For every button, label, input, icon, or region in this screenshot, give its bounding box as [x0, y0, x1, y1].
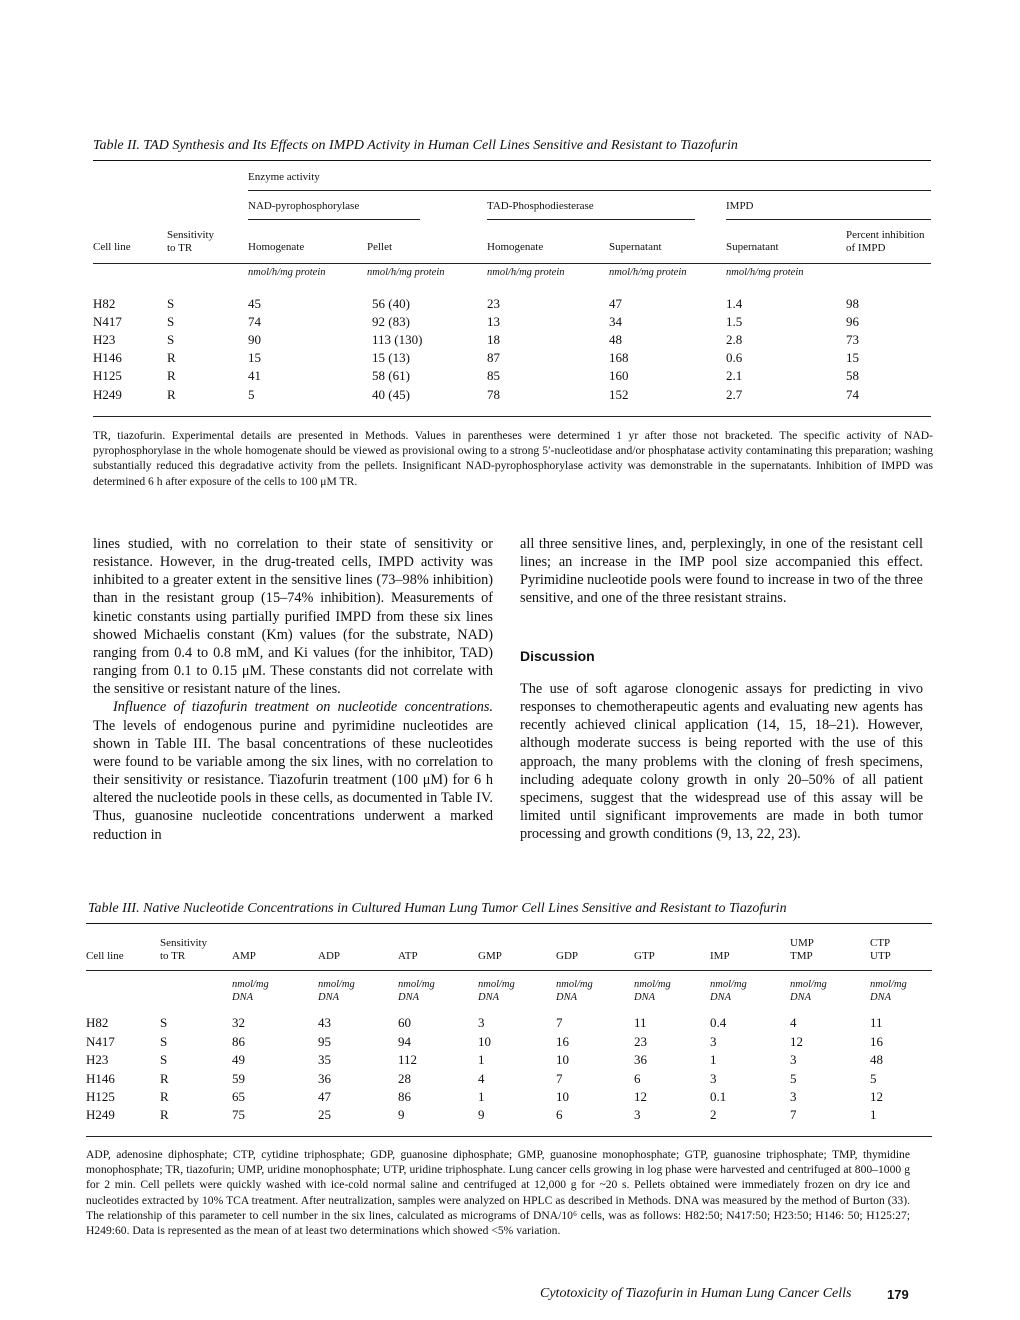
table3-row-label: N417 — [86, 1034, 115, 1049]
table3-cell: 3 — [710, 1034, 717, 1049]
table2-cell: 5 — [248, 387, 255, 402]
table2-column-header: Pellet — [367, 241, 393, 253]
body-right-column — [520, 535, 923, 608]
table3-cell: 75 — [232, 1107, 245, 1122]
table3-column-header: ATP — [398, 950, 418, 962]
table2-cell: 41 — [248, 368, 261, 383]
table2-cell: S — [167, 332, 175, 347]
table3-cell: 59 — [232, 1071, 245, 1086]
table2-cell: 0.6 — [726, 350, 743, 365]
table3-cell: 12 — [634, 1089, 647, 1104]
divider — [93, 160, 931, 161]
table3-cell: 11 — [634, 1015, 647, 1030]
table2-cell: 56 (40) — [372, 296, 410, 311]
table2-row-label: H146 — [93, 350, 122, 365]
table2-cell: 34 — [609, 314, 622, 329]
table3-cell: 10 — [556, 1089, 569, 1104]
table2-cell: 74 — [846, 387, 859, 402]
table3-row-label: H249 — [86, 1107, 115, 1122]
divider — [93, 416, 931, 417]
table2-unit: nmol/h/mg protein — [248, 267, 326, 278]
table2-cell: 78 — [487, 387, 500, 402]
table3-unit: nmol/mg DNA — [478, 979, 515, 1003]
table3-cell: R — [160, 1089, 169, 1104]
table3-unit: nmol/mg DNA — [232, 979, 269, 1003]
table2-cell: 85 — [487, 368, 500, 383]
table3-cell: 1 — [710, 1052, 717, 1067]
table2-cell: 113 (130) — [372, 332, 423, 347]
table2-unit: nmol/h/mg protein — [726, 267, 804, 278]
table3-cell: 3 — [790, 1089, 797, 1104]
table3-cell: 5 — [870, 1071, 877, 1086]
table2-cell: 58 (61) — [372, 368, 410, 383]
table3-cell: 7 — [790, 1107, 797, 1122]
table3-cell: 12 — [790, 1034, 803, 1049]
table2-cell: 18 — [487, 332, 500, 347]
table3-cell: 49 — [232, 1052, 245, 1067]
table2-cell: 2.7 — [726, 387, 743, 402]
table2-row-label: H82 — [93, 296, 116, 311]
table3-cell: 7 — [556, 1071, 563, 1086]
table2-cell: S — [167, 296, 175, 311]
divider — [487, 219, 695, 220]
table3-cell: 1 — [478, 1052, 485, 1067]
table2-cell: 74 — [248, 314, 261, 329]
table2-cell: 47 — [609, 296, 622, 311]
table3-cell: 86 — [232, 1034, 245, 1049]
table2-cell: 15 — [846, 350, 859, 365]
table3-unit: nmol/mg DNA — [634, 979, 671, 1003]
table2-column-header: Supernatant — [726, 241, 779, 253]
table3-cell: R — [160, 1071, 169, 1086]
table3-cell: 9 — [398, 1107, 405, 1122]
table2-cell: 90 — [248, 332, 261, 347]
table3-cell: 2 — [710, 1107, 717, 1122]
table3-column-header: GTP — [634, 950, 655, 962]
table2-cell: 13 — [487, 314, 500, 329]
divider — [248, 219, 420, 220]
table3-cell: 60 — [398, 1015, 411, 1030]
table3-cell: 95 — [318, 1034, 331, 1049]
table3-row-label: H82 — [86, 1015, 109, 1030]
table2-cell: 96 — [846, 314, 859, 329]
table3-unit: nmol/mg DNA — [398, 979, 435, 1003]
table3-cell: 36 — [634, 1052, 647, 1067]
table2-cell: S — [167, 314, 175, 329]
table3-caption: Table III. Native Nucleotide Concentrations in Cultured Human Lung Tumor Cell Lines Sensitive and Resistant to Tiazofurin — [88, 901, 787, 916]
paragraph: The use of soft agarose clonogenic assays for predicting in vivo responses to chemotherapeutic agents and evaluating new agents has recently achieved clinical application (14, 15, 18–21). However, although moderate success is being reported with the use of this approach, the many problems with the cloning of fresh specimens, including adequate colony growth in only 20–50% of all patient specimens, suggest that the widespread use of this assay will be limited until significant improvements are made in both tumor processing and growth conditions (9, 13, 22, 23). — [520, 681, 923, 843]
table3-column-header: Cell line — [86, 950, 124, 962]
table3-cell: 28 — [398, 1071, 411, 1086]
divider — [93, 263, 931, 264]
table2-cell: 15 — [248, 350, 261, 365]
table2-cell: 2.1 — [726, 368, 743, 383]
table2-cell: R — [167, 368, 176, 383]
table3-column-header: CTP UTP — [870, 937, 891, 962]
table3-cell: 3 — [478, 1015, 485, 1030]
table3-cell: 1 — [478, 1089, 485, 1104]
table2-cell: 58 — [846, 368, 859, 383]
table3-column-header: IMP — [710, 950, 730, 962]
table3-cell: 3 — [710, 1071, 717, 1086]
table2-cell: 23 — [487, 296, 500, 311]
table2-row-label: N417 — [93, 314, 122, 329]
table2-row-label: H249 — [93, 387, 122, 402]
table3-column-header: Sensitivity to TR — [160, 937, 208, 962]
table3-unit: nmol/mg DNA — [710, 979, 747, 1003]
table3-column-header: ADP — [318, 950, 341, 962]
page-number: 179 — [887, 1287, 909, 1302]
table3-cell: 35 — [318, 1052, 331, 1067]
table2-cell: 1.5 — [726, 314, 743, 329]
table3-cell: 4 — [478, 1071, 485, 1086]
table3-cell: 47 — [318, 1089, 331, 1104]
table3-cell: 6 — [634, 1071, 641, 1086]
table2-cell: R — [167, 350, 176, 365]
table3-row-label: H23 — [86, 1052, 109, 1067]
table2-cell: 168 — [609, 350, 629, 365]
table3-cell: 25 — [318, 1107, 331, 1122]
table3-cell: R — [160, 1107, 169, 1122]
table2-unit: nmol/h/mg protein — [367, 267, 445, 278]
paragraph: all three sensitive lines, and, perplexingly, in one of the resistant cell lines; an increase in the IMP pool size accompanied this effect. Pyrimidine nucleotide pools were found to increase in two of the three sensitive, and one of the three resistant strains. — [520, 536, 923, 607]
table2-column-header: Percent inhibition of IMPD — [846, 229, 925, 254]
paragraph — [93, 698, 493, 843]
paragraph-text: The levels of endogenous purine and pyrimidine nucleotides are shown in Table III. The basal concentrations of these nucleotides were found to be variable among the six lines, with no correlation to their sensitivity or resistance. Tiazofurin treatment (100 μM) for 6 h altered the nucleotide pools in these cells, as documented in Table IV. Thus, guanosine nucleotide concentrations underwent a marked reduction in — [93, 717, 493, 843]
table3-cell: 10 — [478, 1034, 491, 1049]
body-left-column — [93, 535, 493, 844]
table3-unit: nmol/mg DNA — [870, 979, 907, 1003]
table3-cell: S — [160, 1034, 168, 1049]
divider — [86, 923, 932, 924]
divider — [86, 1136, 932, 1137]
table2-caption: Table II. TAD Synthesis and Its Effects on IMPD Activity in Human Cell Lines Sensitive and Resistant to Tiazofurin — [93, 138, 738, 153]
table2-group-header: Enzyme activity — [248, 171, 320, 183]
table3-cell: 65 — [232, 1089, 245, 1104]
table2-column-header: Homogenate — [248, 241, 305, 253]
body-right-column-2 — [520, 680, 923, 843]
table3-cell: S — [160, 1015, 168, 1030]
table3-cell: 10 — [556, 1052, 569, 1067]
table2-cell: 160 — [609, 368, 629, 383]
table2-cell: 45 — [248, 296, 261, 311]
table3-cell: 6 — [556, 1107, 563, 1122]
table2-cell: 15 (13) — [372, 350, 410, 365]
table3-cell: 3 — [634, 1107, 641, 1122]
subsection-title: Influence of tiazofurin treatment on nucleotide concentrations. — [113, 699, 493, 716]
table2-subgroup: IMPD — [726, 200, 754, 212]
table3-cell: 0.4 — [710, 1015, 727, 1030]
table3-cell: 1 — [870, 1107, 877, 1122]
running-head: Cytotoxicity of Tiazofurin in Human Lung Cancer Cells — [540, 1286, 852, 1301]
divider — [726, 219, 931, 220]
table2-subgroup: TAD-Phosphodiesterase — [487, 200, 594, 212]
table2-cell: 2.8 — [726, 332, 743, 347]
table2-cell: 87 — [487, 350, 500, 365]
table3-cell: 7 — [556, 1015, 563, 1030]
table3-cell: 12 — [870, 1089, 883, 1104]
table3-footnote: ADP, adenosine diphosphate; CTP, cytidine triphosphate; GDP, guanosine diphosphate; GMP, guanosine monophosphate; GTP, guanosine triphosphate; TMP, thymidine monophosphate; TR, tiazofurin; UMP, uridine monophosphate; UTP, uridine triphosphate. Lung cancer cells growing in log phase were harvested and centrifuged at 800–1000 g for 2 min. Cell pellets were quickly washed with ice-cold normal saline and centrifuged at 12,000 g for ~20 s. Pellets obtained were immediately frozen on dry ice and nucleotides extracted by 10% TCA treatment. After neutralization, samples were analyzed on HPLC as described in Methods. DNA was measured by the method of Burton (33). The relationship of this parameter to cell number in the six lines, calculated as micrograms of DNA/10⁶ cells, was as follows: H82:50; N417:50; H23:50; H146: 50; H125:27; H249:60. Data is represented as the mean of at least two determinations which showed <5% variation. — [86, 1148, 910, 1238]
table3-unit: nmol/mg DNA — [318, 979, 355, 1003]
table3-cell: 36 — [318, 1071, 331, 1086]
table2-cell: 40 (45) — [372, 387, 410, 402]
table3-row-label: H146 — [86, 1071, 115, 1086]
table2-cell: 48 — [609, 332, 622, 347]
paragraph: lines studied, with no correlation to their state of sensitivity or resistance. However, in the drug-treated cells, IMPD activity was inhibited to a greater extent in the sensitive lines (73–98% inhibition) than in the resistant group (15–74% inhibition). Measurements of kinetic constants using partially purified IMPD from these six lines showed Michaelis constant (Km) values (for the substrate, NAD) ranging from 0.4 to 0.8 mM, and Ki values (for the inhibitor, TAD) ranging from 0.1 to 0.15 μM. These constants did not correlate with the sensitive or resistant nature of the lines. — [93, 536, 493, 698]
table3-column-header: UMP TMP — [790, 937, 814, 962]
table3-cell: 32 — [232, 1015, 245, 1030]
table2-unit: nmol/h/mg protein — [609, 267, 687, 278]
table3-column-header: AMP — [232, 950, 256, 962]
table2-row-label: H23 — [93, 332, 116, 347]
table3-column-header: GMP — [478, 950, 502, 962]
table2-column-header: Supernatant — [609, 241, 662, 253]
table3-cell: 11 — [870, 1015, 883, 1030]
table3-row-label: H125 — [86, 1089, 115, 1104]
table2-unit: nmol/h/mg protein — [487, 267, 565, 278]
table3-unit: nmol/mg DNA — [790, 979, 827, 1003]
table2-cell: 98 — [846, 296, 859, 311]
table3-cell: 0.1 — [710, 1089, 727, 1104]
table2-cell: 92 (83) — [372, 314, 410, 329]
table3-cell: 4 — [790, 1015, 797, 1030]
table2-cell: 1.4 — [726, 296, 743, 311]
table3-cell: 23 — [634, 1034, 647, 1049]
table3-cell: 86 — [398, 1089, 411, 1104]
table3-cell: 94 — [398, 1034, 411, 1049]
table3-cell: 16 — [556, 1034, 569, 1049]
table3-cell: 43 — [318, 1015, 331, 1030]
table2-column-header: Homogenate — [487, 241, 544, 253]
table2-column-header: Sensitivity to TR — [167, 229, 215, 254]
divider — [86, 970, 932, 971]
table3-cell: 9 — [478, 1107, 485, 1122]
divider — [248, 190, 931, 191]
section-heading: Discussion — [520, 648, 595, 664]
table3-column-header: GDP — [556, 950, 579, 962]
table3-cell: S — [160, 1052, 168, 1067]
table3-cell: 48 — [870, 1052, 883, 1067]
table3-cell: 3 — [790, 1052, 797, 1067]
table3-cell: 5 — [790, 1071, 797, 1086]
table2-footnote: TR, tiazofurin. Experimental details are presented in Methods. Values in parentheses were determined 1 yr after those not bracketed. The specific activity of NAD-pyrophosphorylase in the whole homogenate should be viewed as provisional owing to a strong 5′-nucleotidase and/or phosphatase activity contaminating this preparation; washing substantially reduced this degradative activity from the pellets. Insignificant NAD-pyrophosphorylase activity was demonstrable in the supernatants. Inhibition of IMPD was determined 6 h after exposure of the cells to 100 μM TR. — [93, 429, 933, 488]
table2-subgroup: NAD-pyrophosphorylase — [248, 200, 360, 212]
table2-column-header: Cell line — [93, 241, 131, 253]
table2-cell: R — [167, 387, 176, 402]
table2-row-label: H125 — [93, 368, 122, 383]
table3-cell: 16 — [870, 1034, 883, 1049]
table3-unit: nmol/mg DNA — [556, 979, 593, 1003]
table3-cell: 112 — [398, 1052, 418, 1067]
table2-cell: 73 — [846, 332, 859, 347]
table2-cell: 152 — [609, 387, 629, 402]
